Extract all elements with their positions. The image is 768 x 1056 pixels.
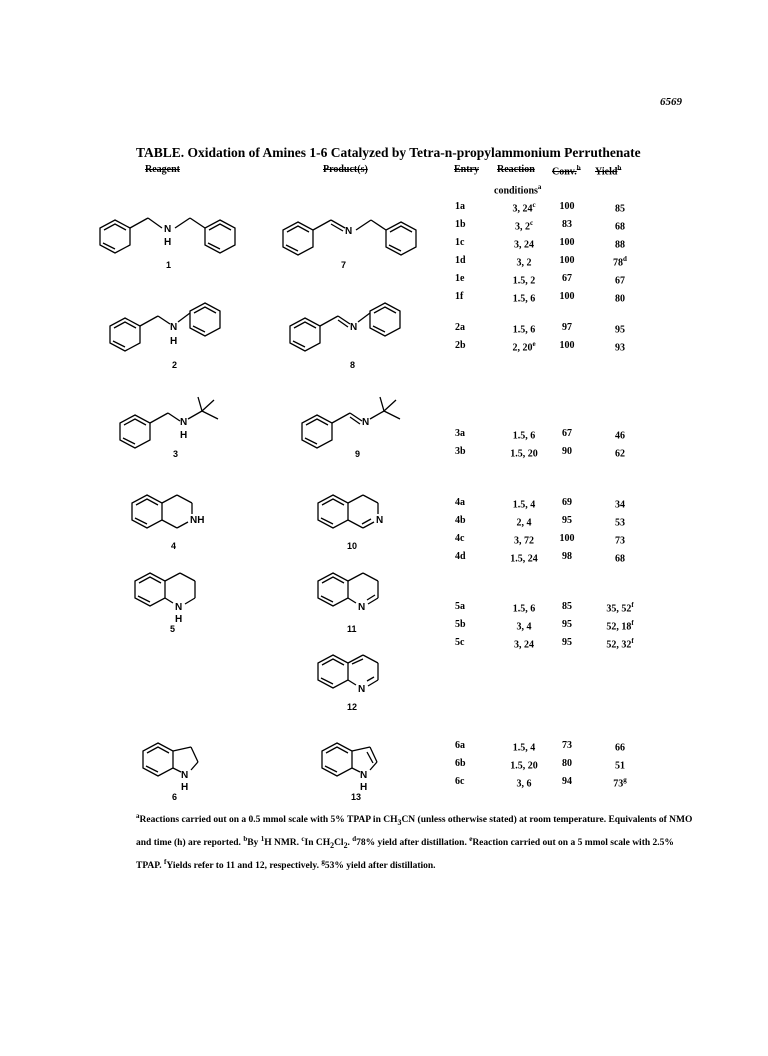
conversion-cell: 98 [562,551,572,562]
conditions-cell: 1.5, 4 [512,742,536,754]
structure-13-indole [322,738,402,793]
entry-cell: 1f [455,291,464,302]
yield-cell: 52, 32$^f$ [606,637,634,651]
entry-cell: 6b [455,758,466,769]
conversion-cell: 100 [559,255,575,266]
entry-cell: 1e [455,273,465,284]
conditions-cell: 3, 24$^c$ [512,201,536,215]
yield-cell: 46 [615,430,625,442]
compound-number: 10 [347,541,358,551]
conditions-cell: 2, 20e [512,340,536,354]
conditions-cell: 1.5, 6 [512,324,536,336]
yield-cell: 34 [615,499,625,511]
yield-cell: 35, 52$^f$ [606,601,634,615]
conditions-cell: 3, 72 [514,535,534,547]
entry-cell: 4c [455,533,465,544]
atom-h: H [181,782,189,793]
compound-number: 9 [355,449,361,459]
entry-cell: 4b [455,515,466,526]
conversion-cell: 67 [562,428,572,439]
entry-cell: 1b [455,219,466,230]
yield-cell: 78$^d$ [613,255,627,269]
atom-h: H [164,237,172,248]
atom-n: N [175,602,183,613]
compound-number: 6 [172,792,178,802]
entry-cell: 3b [455,446,466,457]
entry-cell: 5b [455,619,466,630]
yield-cell: 95 [615,324,625,336]
conversion-cell: 100 [559,533,575,544]
atom-n: N [170,322,178,333]
conditions-cell: 3, 2$^c$ [514,219,534,233]
conversion-cell: 95 [562,637,572,648]
header-products: Product(s) [323,164,368,175]
atom-n: N [362,417,370,428]
conditions-cell: 3, 24 [514,239,534,251]
structure-10-dihydroisoquinoline [318,490,418,540]
atom-n: N [360,770,368,781]
conditions-cell: 1.5, 6 [512,293,536,305]
entry-cell: 4a [455,497,465,508]
structure-4-tetrahydroisoquinoline [132,490,232,540]
atom-n: N [164,224,172,235]
entry-cell: 3a [455,428,465,439]
conversion-cell: 97 [562,322,572,333]
conditions-cell: 3, 24 [514,639,534,651]
compound-number: 3 [173,449,179,459]
conditions-cell: 1.5, 20 [510,760,538,772]
conditions-cell: 1.5, 4 [512,499,536,511]
entry-cell: 1d [455,255,466,266]
structure-11-dihydroquinoline [318,568,418,618]
structure-1-dibenzylamine [100,210,250,270]
conditions-cell: 1.5, 2 [512,275,536,287]
structure-8-imine [290,298,420,358]
conversion-cell: 95 [562,515,572,526]
structure-7-imine [283,212,433,262]
conversion-cell: 95 [562,619,572,630]
header-entry: Entry [454,164,479,175]
yield-cell: 80 [615,293,625,305]
atom-n: N [345,226,353,237]
atom-h: H [360,782,368,793]
entry-cell: 1a [455,201,465,212]
yield-cell: 85 [615,203,625,215]
conditions-cell: 3, 2 [516,257,532,269]
page-number: 6569 [660,96,682,108]
compound-number: 13 [351,792,362,802]
atom-nh: NH [190,515,205,526]
conditions-cell: 3, 4 [516,621,532,633]
compound-number: 2 [172,360,178,370]
conversion-cell: 67 [562,273,572,284]
header-conv: Conv.$^b$ [552,164,581,178]
conversion-cell: 100 [559,291,575,302]
structure-12-quinoline [318,650,418,700]
conditions-cell: 1.5, 6 [512,603,536,615]
conditions-cell: 1.5, 20 [510,448,538,460]
compound-number: 5 [170,624,176,634]
compound-number: 8 [350,360,356,370]
atom-n: N [358,602,366,613]
conversion-cell: 94 [562,776,572,787]
entry-cell: 2a [455,322,465,333]
yield-cell: 73$^g$ [613,776,627,790]
yield-cell: 73 [615,535,625,547]
structure-2-n-benzylaniline [110,298,240,358]
conditions-cell: 3, 6 [516,778,532,790]
yield-cell: 51 [615,760,625,772]
atom-n: N [358,684,366,695]
conditions-cell: 2, 4 [516,517,532,529]
conversion-cell: 85 [562,601,572,612]
table-title: TABLE. Oxidation of Amines 1-6 Catalyzed by Tetra-n-propylammonium Perruthenate [136,145,641,160]
conversion-cell: 100 [559,237,575,248]
conversion-cell: 100 [559,201,575,212]
conversion-cell: 100 [559,340,575,351]
header-conditions: Reaction [497,164,535,175]
compound-number: 12 [347,702,358,712]
yield-cell: 68 [615,221,625,233]
atom-h: H [175,614,183,625]
conversion-cell: 83 [562,219,572,230]
atom-n: N [181,770,189,781]
yield-cell: 93 [615,342,625,354]
table-footnotes: $^a$Reactions carried out on a 0.5 mmol scale with 5% TPAP in $CH_3CN$ (unless otherwise stated) at room temperature. Equivalents of NMO and time (h) are reported. $^b$By $^1$H NMR. $^c$In $CH_2Cl_2$. $^d$78% yield after distillation. $^e$Reaction carried out on a 5 mmol scale with 2.5% TPAP. $^f$Yields refer to 11 and 12, respectively. $^g$53% yield after distillation. [136,812,693,872]
structure-6-indoline [143,738,223,793]
entry-cell: 5a [455,601,465,612]
entry-cell: 1c [455,237,465,248]
structure-5-tetrahydroquinoline [135,568,235,628]
conversion-cell: 69 [562,497,572,508]
yield-cell: 66 [615,742,625,754]
entry-cell: 2b [455,340,466,351]
header-conditions-line2: conditions$^a$ [494,183,542,197]
yield-cell: 53 [615,517,625,529]
atom-n: N [180,417,188,428]
entry-cell: 4d [455,551,466,562]
compound-number: 1 [166,260,172,270]
header-reagent: Reagent [145,164,180,175]
entry-cell: 5c [455,637,465,648]
atom-n: N [376,515,384,526]
conditions-cell: 1.5, 24 [510,553,538,565]
yield-cell: 62 [615,448,625,460]
conversion-cell: 73 [562,740,572,751]
entry-cell: 6c [455,776,465,787]
compound-number: 4 [171,541,177,551]
conditions-cell: 1.5, 6 [512,430,536,442]
structure-9-imine [302,395,422,455]
yield-cell: 52, 18$^f$ [606,619,634,633]
atom-n: N [350,322,358,333]
yield-cell: 68 [615,553,625,565]
structure-3-tert-butylbenzylamine [120,395,240,455]
entry-cell: 6a [455,740,465,751]
atom-h: H [170,336,178,347]
yield-cell: 88 [615,239,625,251]
compound-number: 11 [347,624,357,634]
yield-cell: 67 [615,275,625,287]
conversion-cell: 80 [562,758,572,769]
header-yield: Yield$^b$ [595,164,622,178]
atom-h: H [180,430,188,441]
conversion-cell: 90 [562,446,572,457]
compound-number: 7 [341,260,347,270]
